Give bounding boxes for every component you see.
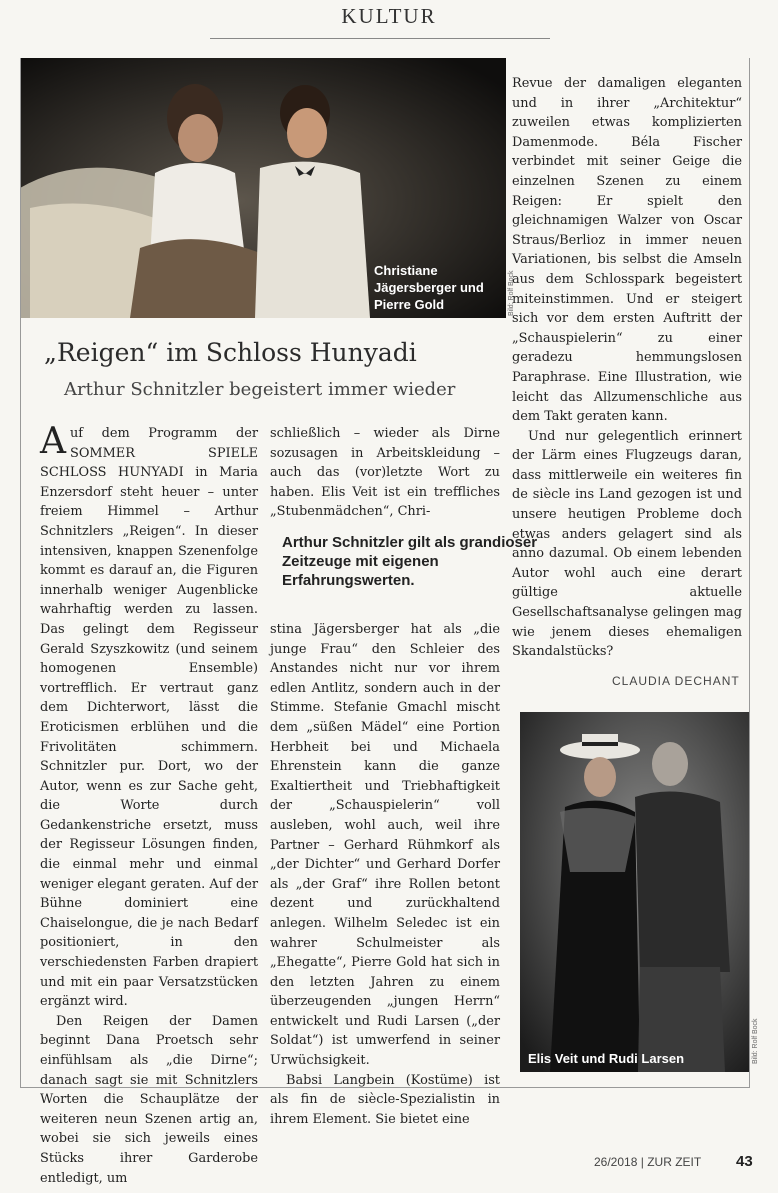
top-photo-caption xyxy=(374,262,502,313)
footer-issue xyxy=(594,1155,701,1169)
headline: „Reigen“ im Schloss Hunyadi xyxy=(44,338,417,367)
drop-cap: A xyxy=(40,421,66,462)
caption-line: Pierre Gold xyxy=(374,297,445,312)
magazine-name: ZUR ZEIT xyxy=(647,1155,702,1169)
header-rule xyxy=(210,38,550,39)
subheadline: Arthur Schnitzler begeistert immer wieder xyxy=(64,379,456,400)
column-2-top xyxy=(270,424,500,522)
author-byline: CLAUDIA DECHANT xyxy=(612,674,740,688)
paragraph: stina Jägersberger hat als „die junge Frau“ den Schleier des Anstandes nicht nur vor ihrem edlen Antlitz, sondern auch in der Stimme. Stefanie Gmachl mischt dem „süßen Mädel“ eine Portion Herbheit bei und Michaela Ehrenstein kann die ganze Exaltiertheit und Triebhaftigkeit der „Schauspielerin“ voll ausleben, wohl auch, weil ihre Partner – Gerhard Rühmkorf als „der Dichter“ und Gerhard Dorfer als „der Graf“ ihre Rollen betont dezent und zurückhaltend anlegen. Wilhelm Seledec ist ein wahrer Schulmeister als „Ehegatte“, Pierre Gold hat sich in den letzten Jahren zu einem überzeugenden „jungen Herrn“ entwickelt und Rudi Larsen („der Soldat“) ist umwerfend in seiner Urwüchsigkeit. xyxy=(270,622,500,1069)
footer-separator: | xyxy=(640,1155,644,1169)
paragraph: Revue der damaligen eleganten und in ihrer „Architektur“ zuweilen etwas komplizierten Damenmode. Béla Fischer verbindet mit seiner Geige die einzelnen Szenen zu einem Reigen: Er spielt den gleichnamigen Walzer von Oscar Straus/Berlioz in immer neuen Variationen, bis selbst die Amseln aus dem Schlosspark begeistert miteinstimmen. Und er steigert sich vor dem ersten Auftritt der „Schauspielerin“ zu einer geradezu hemmungslosen Paraphrase. Eine Illustration, wie leicht das Allzumenschliche aus dem Takt geraten kann. xyxy=(512,76,742,425)
column-2-bottom xyxy=(270,620,500,1129)
paragraph: Den Reigen der Damen beginnt Dana Proetsch sehr einfühlsam als „die Dirne“; danach sagt sie mit Schnitzlers Worten die Schauplätze der weiteren neun Szenen artig an, wobei sie sich jeweils eines Stücks ihrer Garderobe entledigt, um xyxy=(40,1013,258,1186)
issue-number: 26/2018 xyxy=(594,1155,638,1169)
paragraph-text: uf dem Programm der SOMMER SPIELE SCHLOSS HUNYADI in Maria Enzersdorf steht heuer – unter freiem Himmel – Arthur Schnitzlers „Reigen“. In dieser intensiven, knappen Szenenfolge kommt es darauf an, die Figuren innerhalb weniger Augenblicke wahrhaftig werden zu lassen. Das gelingt dem Regisseur Gerald Szyszkowitz (und seinem homogenen Ensemble) vortrefflich. Er vertraut ganz dem Dichterwort, lässt die Eroticismen erblühen und die Frivolitäten schimmern. Schnitzler pur. Dort, wo der Autor, wenn es zur Sache geht, die Worte durch Gedankenstriche ersetzt, muss der Regisseur Lösungen finden, die einmal mehr und einmal weniger elegant geraten. Auf der Bühne dominiert eine Chaiselongue, die je nach Bedarf positioniert, in den verschiedensten Farben drapiert und mit ein paar Versatzstücken ergänzt wird. xyxy=(40,426,258,1010)
column-1 xyxy=(40,421,258,1188)
caption-line: Christiane xyxy=(374,263,438,278)
bottom-photo-credit: Bild: Rolf Bock xyxy=(752,1018,759,1064)
paragraph: Babsi Langbein (Kostüme) ist als fin de siècle-Spezialistin in ihrem Element. Sie bietet eine xyxy=(270,1072,500,1127)
paragraph: schließlich – wieder als Dirne sozusagen in Arbeitskleidung – auch das (vor)letzte Wort zu haben. Elis Veit ist ein treffliches „Stubenmädchen“, Chri- xyxy=(270,426,500,520)
caption-line: Jägersberger und xyxy=(374,280,484,295)
section-title: KULTUR xyxy=(341,4,437,28)
column-3 xyxy=(512,74,742,662)
bottom-photo xyxy=(520,712,750,1072)
paragraph xyxy=(40,421,258,1012)
top-photo-credit: Bild: Rolf Bock xyxy=(508,270,515,316)
paragraph: Und nur gelegentlich erinnert der Lärm eines Flugzeugs daran, dass mittlerweile ein weiteres fin de siècle ins Land gezogen ist und unsere heutigen Probleme doch etwas anders gelagert sind als anno dazumal. Ob einem lebenden Autor wohl auch eine derart gültige aktuelle Gesellschaftsanalyse gelingen mag wie jenem dieses ehemaligen Skandalstücks? xyxy=(512,428,742,660)
bottom-photo-caption: Elis Veit und Rudi Larsen xyxy=(528,1051,685,1066)
stage-scene-illustration xyxy=(520,712,750,1072)
page-number: 43 xyxy=(736,1153,753,1170)
pull-quote: Arthur Schnitzler gilt als grandioser Zeitzeuge mit eigenen Erfahrungswerten. xyxy=(282,534,538,589)
